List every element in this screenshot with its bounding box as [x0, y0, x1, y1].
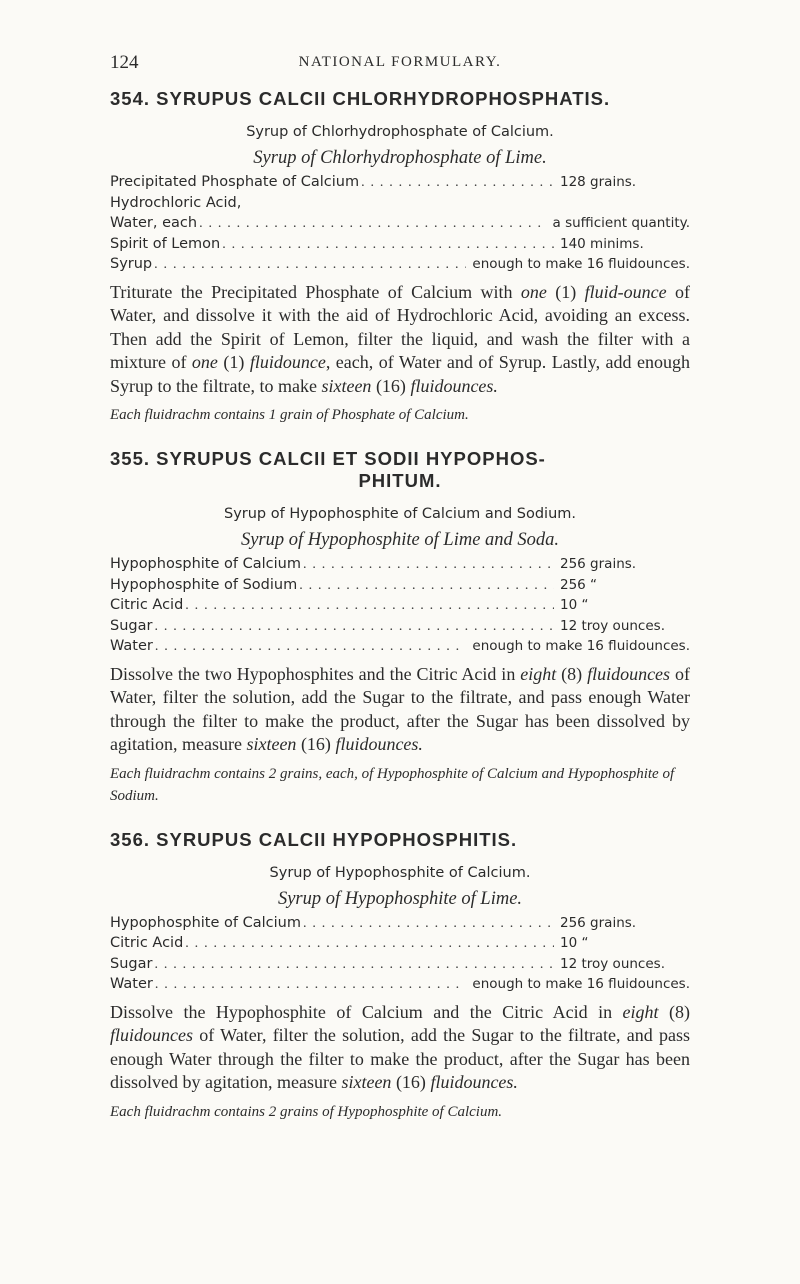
- ingredient-name: Sugar: [110, 955, 153, 972]
- ingredient-amount: 12 troy ounces.: [560, 617, 665, 634]
- ingredient-name: Spirit of Lemon: [110, 235, 221, 252]
- section-title: [110, 448, 690, 492]
- section-subtitle: Syrup of Hypophosphite of Calcium.: [269, 864, 531, 881]
- text-run: (1): [546, 281, 585, 302]
- ingredient-list: [110, 172, 690, 275]
- ingredient-row: [110, 974, 690, 995]
- text-run: Dissolve the two Hypophosphites and the Citric Acid in: [110, 663, 521, 684]
- emphasis-run: fluidounces.: [430, 1072, 518, 1092]
- ingredient-list: [110, 554, 690, 657]
- emphasis-run: eight: [622, 1001, 659, 1022]
- emphasis-run: fluidounces: [110, 1025, 193, 1045]
- section-synonym: Syrup of Hypophosphite of Lime.: [277, 888, 523, 909]
- dot-leader: [155, 637, 467, 658]
- emphasis-run: sixteen: [321, 375, 372, 396]
- emphasis-run: fluidounces.: [410, 375, 498, 396]
- ingredient-amount: 256 grains.: [560, 556, 637, 572]
- text-run: (16): [371, 375, 411, 396]
- emphasis-run: one: [520, 281, 547, 302]
- section-355: [110, 448, 690, 807]
- ingredient-amount: enough to make 16 fluidounces.: [472, 638, 690, 654]
- emphasis-run: one: [191, 352, 218, 372]
- section-subtitle: Syrup of Chlorhydrophosphate of Calcium.: [246, 124, 554, 140]
- ingredient-row: [110, 172, 690, 193]
- section-354: [110, 88, 690, 426]
- dosage-note: Each fluidrachm contains 2 grains of Hypophosphite of Calcium.: [110, 1103, 503, 1120]
- ingredient-name: Hypophosphite of Calcium: [110, 914, 301, 931]
- section-356: [110, 829, 690, 1123]
- section-title: 354. SYRUPUS CALCII CHLORHYDROPHOSPHATIS.: [110, 88, 611, 109]
- dosage-note: Each fluidrachm contains 1 grain of Phosphate of Calcium.: [110, 407, 469, 423]
- ingredient-row: [110, 636, 690, 657]
- ingredient-amount: enough to make 16 fluidounces.: [472, 976, 690, 992]
- ingredient-row: [110, 193, 690, 214]
- text-run: of Water, filter the solution, add the Sugar to the filtrate, and pass enough Water through the filter to make the product, after the Sugar has been dissolved by agitation, measure: [110, 1025, 690, 1092]
- section-synonym: Syrup of Hypophosphite of Lime and Soda.: [240, 530, 560, 550]
- ingredient-name: Hydrochloric Acid,: [110, 194, 242, 211]
- ingredient-row: [110, 575, 690, 596]
- text-run: Dissolve the Hypophosphite of Calcium and the Citric Acid in: [110, 1001, 623, 1022]
- directions-paragraph: [110, 1001, 690, 1095]
- ingredient-amount: 256 grains.: [560, 914, 637, 931]
- ingredient-row: [110, 234, 690, 255]
- ingredient-amount: 128 grains.: [560, 174, 637, 190]
- dot-leader: [222, 235, 554, 256]
- ingredient-name: Precipitated Phosphate of Calcium: [110, 174, 360, 190]
- page-number: 124: [110, 52, 139, 73]
- emphasis-run: fluidounces: [587, 663, 671, 684]
- ingredient-name: Citric Acid: [110, 935, 184, 951]
- dot-leader: [154, 617, 554, 638]
- ingredient-amount: 12 troy ounces.: [560, 955, 665, 972]
- section-subtitle: Syrup of Hypophosphite of Calcium and Sodium.: [223, 506, 577, 522]
- dot-leader: [199, 214, 546, 235]
- text-run: of Water, and dissolve it with the aid of Hydrochloric Acid, avoiding an excess. Then add the Spirit of Lemon, filter the liquid, and wash the filter with a mixture of: [110, 281, 690, 372]
- section-title-line-2: PHITUM.: [358, 470, 442, 491]
- ingredient-row: [110, 933, 690, 954]
- ingredient-name: Water: [110, 976, 153, 992]
- ingredient-amount: 10 “: [560, 597, 589, 613]
- section-title: 356. SYRUPUS CALCII HYPOPHOSPHITIS.: [110, 828, 518, 850]
- ingredient-amount: 10 “: [560, 935, 589, 951]
- text-run: (16): [296, 734, 336, 754]
- page-content: [110, 88, 690, 1123]
- ingredient-row: [110, 913, 690, 934]
- emphasis-run: sixteen: [341, 1072, 392, 1092]
- dot-leader: [154, 955, 554, 976]
- ingredient-amount: 140 minims.: [560, 235, 644, 252]
- text-run: (1): [217, 352, 250, 372]
- ingredient-name: Hypophosphite of Calcium: [110, 556, 301, 572]
- emphasis-run: fluidounce: [249, 352, 326, 372]
- ingredient-amount: a sufficient quantity.: [552, 215, 690, 231]
- section-title-line-1: 355. SYRUPUS CALCII ET SODII HYPOPHOS-: [110, 448, 546, 469]
- section-synonym: Syrup of Chlorhydrophosphate of Lime.: [253, 148, 547, 168]
- ingredient-name: Water: [110, 638, 153, 654]
- ingredient-name: Syrup: [110, 256, 153, 272]
- directions-paragraph: [110, 663, 690, 757]
- dosage-note: Each fluidrachm contains 2 grains, each, of Hypophosphite of Calcium and Hypophosphite of Sodium.: [110, 765, 675, 804]
- directions-paragraph: [110, 281, 690, 399]
- dot-leader: [154, 255, 466, 276]
- ingredient-amount: enough to make 16 fluidounces.: [472, 256, 690, 272]
- ingredient-row: [110, 616, 690, 637]
- ingredient-amount: 256 “: [560, 576, 598, 593]
- dot-leader: [185, 934, 554, 955]
- emphasis-run: sixteen: [246, 734, 297, 754]
- ingredient-list: [110, 913, 690, 995]
- dot-leader: [155, 975, 467, 996]
- ingredient-row: [110, 554, 690, 575]
- emphasis-run: fluidounces.: [335, 734, 423, 754]
- text-run: (8): [556, 663, 588, 684]
- running-title: NATIONAL FORMULARY.: [298, 54, 502, 70]
- dot-leader: [303, 555, 554, 576]
- ingredient-row: [110, 254, 690, 275]
- dot-leader: [185, 596, 554, 617]
- text-run: (16): [391, 1072, 431, 1092]
- text-run: (8): [658, 1001, 690, 1022]
- ingredient-row: [110, 213, 690, 234]
- text-run: of Water, filter the solution, add the Sugar to the filtrate, and pass enough Water through the filter to make the product, after the Sugar has been dissolved by agitation, measure: [110, 663, 690, 754]
- ingredient-name: Citric Acid: [110, 597, 184, 613]
- emphasis-run: eight: [520, 663, 557, 684]
- dot-leader: [299, 576, 554, 597]
- ingredient-row: [110, 954, 690, 975]
- ingredient-name: Hypophosphite of Sodium: [110, 576, 298, 593]
- dot-leader: [361, 173, 554, 194]
- ingredient-name: Water, each: [110, 215, 198, 231]
- text-run: Triturate the Precipitated Phosphate of Calcium with: [110, 281, 521, 302]
- emphasis-run: fluid-ounce: [584, 281, 667, 302]
- text-run: , each, of Water and of Syrup. Lastly, add enough Syrup to the filtrate, to make: [110, 352, 690, 396]
- ingredient-name: Sugar: [110, 617, 153, 634]
- dot-leader: [303, 914, 554, 935]
- running-head: [110, 40, 690, 73]
- ingredient-row: [110, 595, 690, 616]
